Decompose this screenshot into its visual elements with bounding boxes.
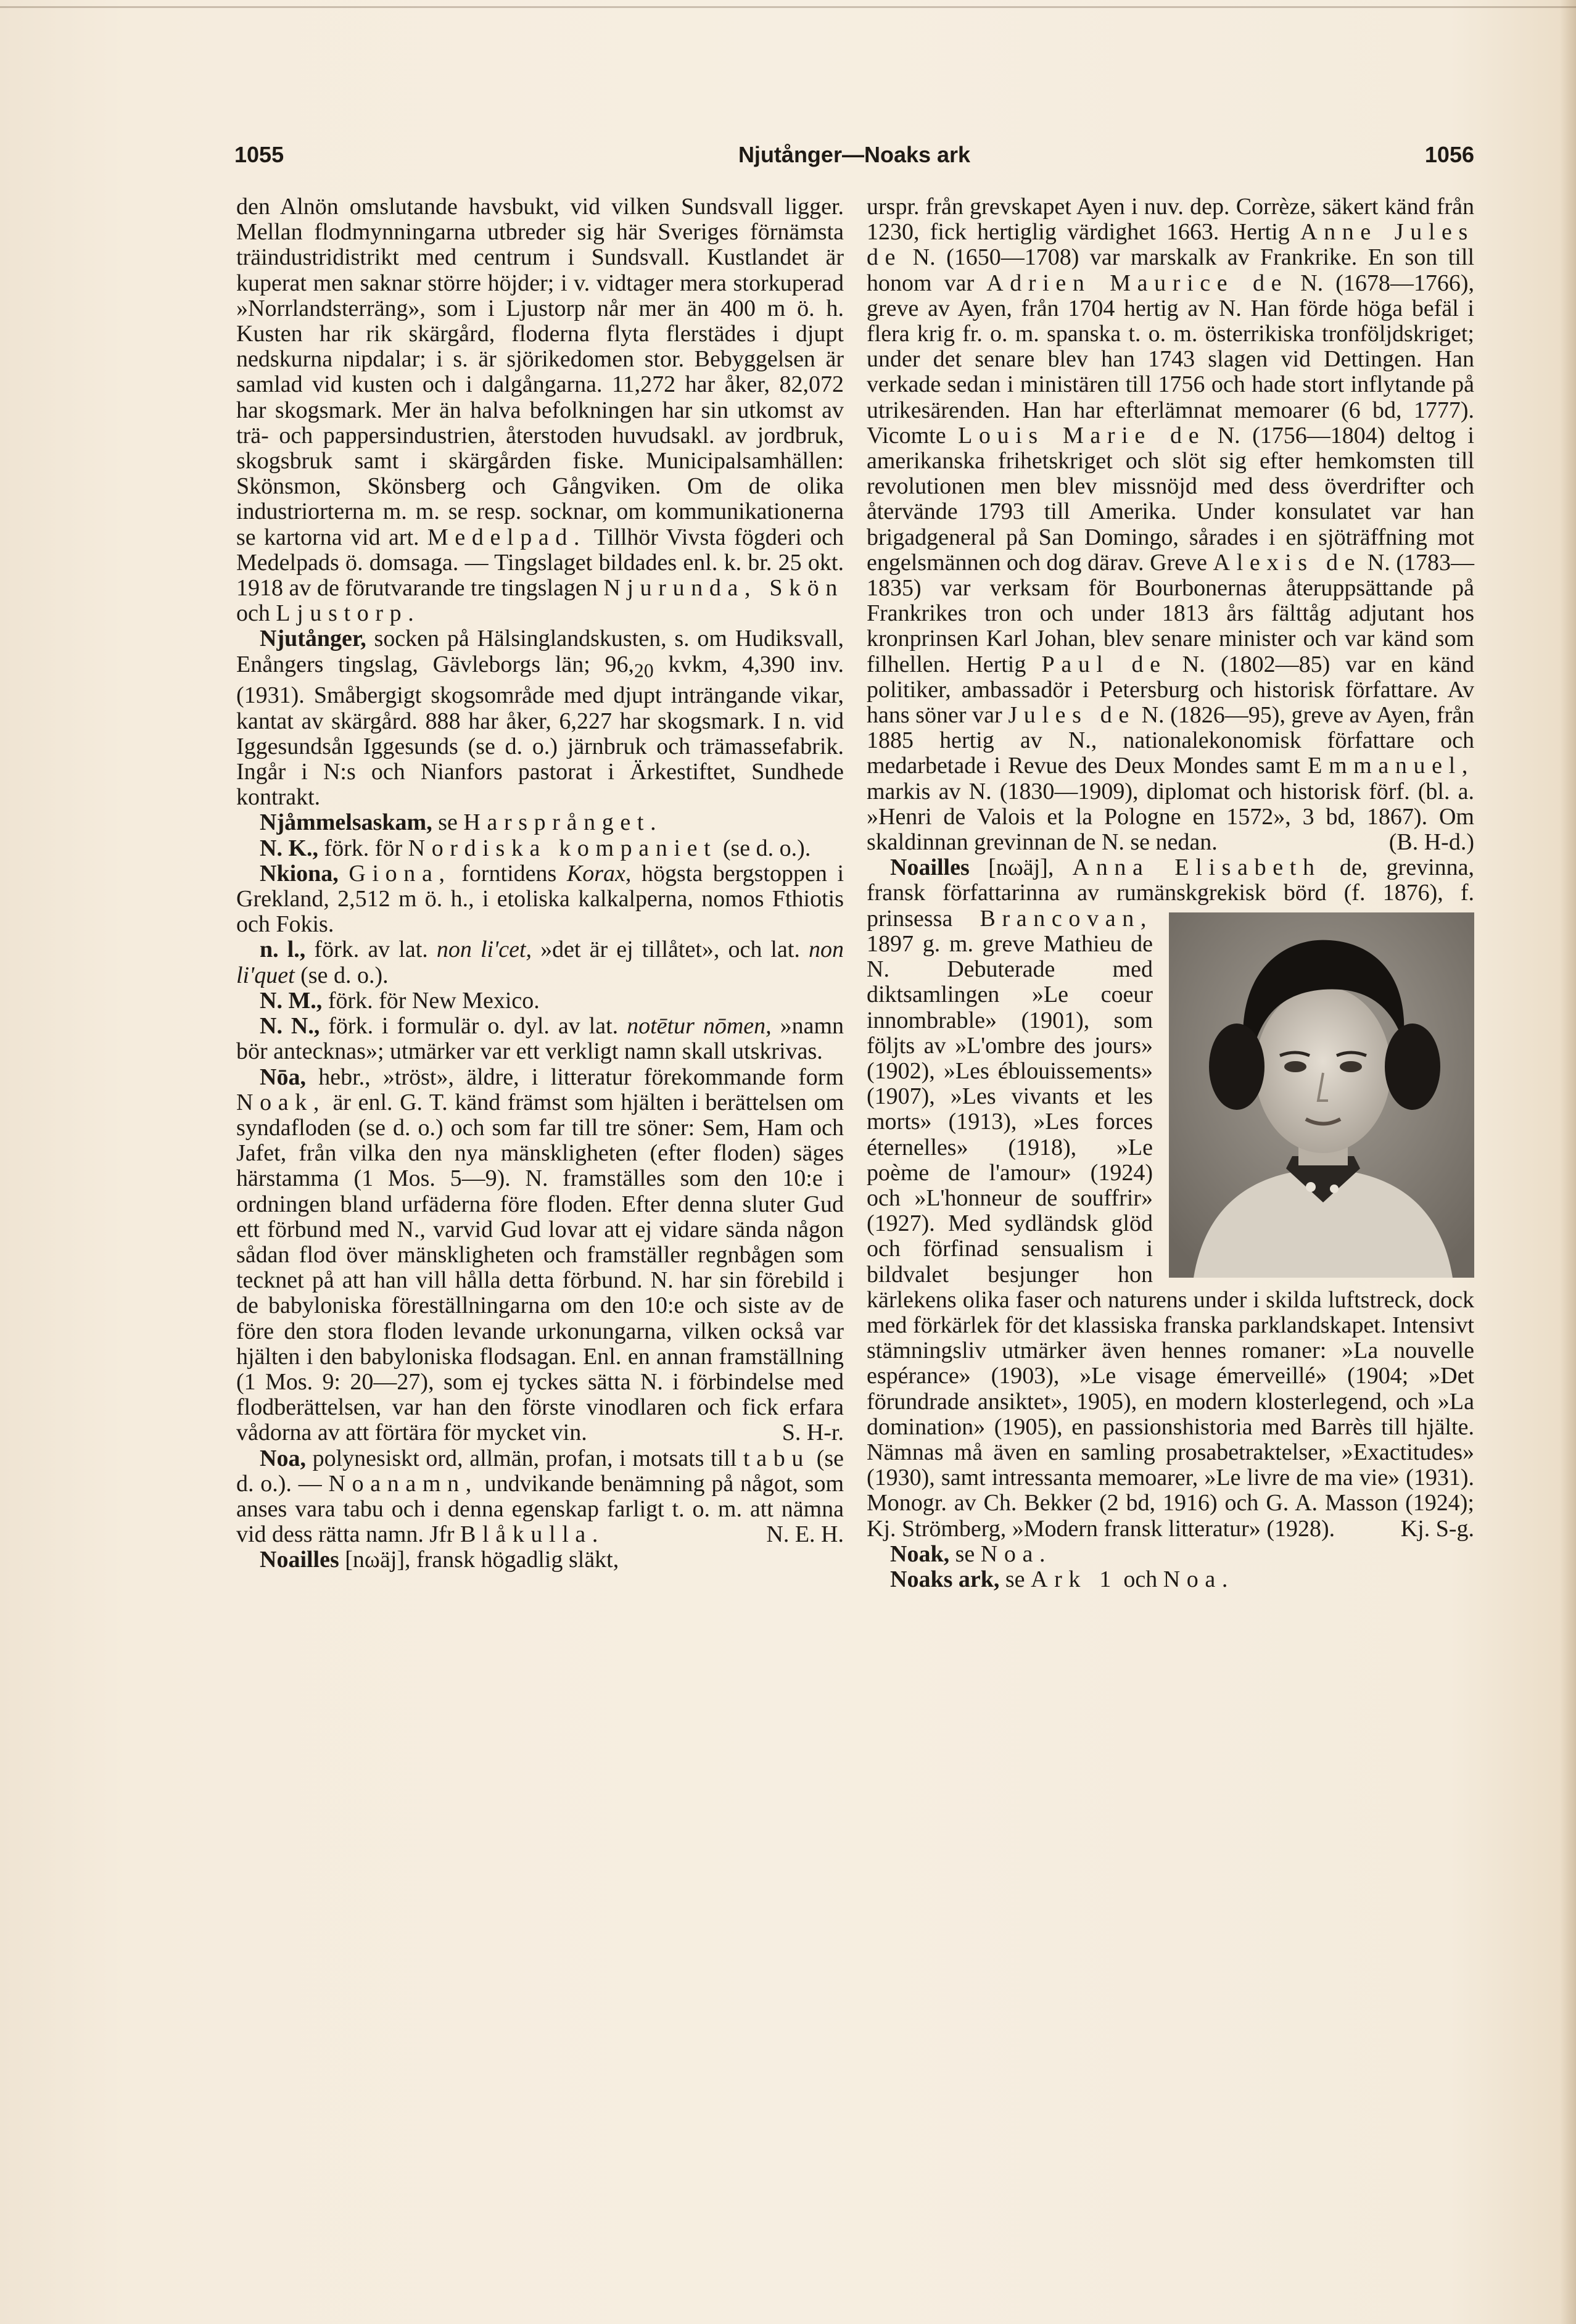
entry-headword: Noaks ark, [890, 1566, 1000, 1592]
left-column [236, 194, 844, 1573]
entry-headword: Njåmmelsaskam, [260, 809, 432, 836]
entry-medelpad-continued: den Alnön omslutande havsbukt, vid vilken Sundsvall ligger. Mellan flodmynningarna utbreder sig här Sveriges förnämsta träindustridistrikt med centrum i Sundsvall. Kustlandet är kuperat men saknar större höjder; i v. vidtager mera storkuperad »Norrlandsterräng», som i Ljustorp når mer än 400 m ö. h. Kusten har rik skärgård, floderna flyta flerstädes i djupt nedskurna nipdalar; i s. är sjörikedomen stor. Bebyggelsen är samlad vid kusten och i dalgångarna. 11,272 har åker, 82,072 har skogsmark. Mer än halva befolkningen har sin utkomst av trä- och pappersindustrien, återstoden huvudsakl. av jordbruk, skogsbruk samt i skärgården fiske. Municipalsamhällen: Skönsmon, Skönsberg och Gångviken. Om de olika industriorterna m. m. se resp. socknar, om kommunikationerna se kartorna vid art. Medelpad. Tillhör Vivsta fögderi och Medelpads ö. domsaga. — Tingslaget bildades enl. k. br. 25 okt. 1918 av de förutvarande tre tingslagen Njurunda, Skön och Ljustorp. [236, 194, 844, 627]
author-signature: (B. H-d.) [1388, 829, 1474, 856]
entry-headword: Nōa, [260, 1064, 306, 1090]
entry-headword: N. K., [260, 835, 318, 861]
entry-noa-polynesian: Noa, polynesiskt ord, allmän, profan, i motsats till tabu (se d. o.). — Noanamn, undvikande benämning på något, som anses vara tabu och i denna egenskap farligt t. o. m. att nämna vid dess rätta namn. Jfr Blåkulla. N. E. H. [236, 1445, 844, 1548]
entry-headword: N. M., [260, 987, 323, 1014]
entry-headword: Noailles [890, 854, 970, 881]
entry-noailles-anna: Noailles [nωäj], Anna Elisabeth de, grevinna, fransk författarinna av rumänskgrekisk börd (f. 1876), f. prinsessa Brancovan, 1897 g. m. greve Mathieu de N. Debuterade med diktsamlingen »Le coeur innombrable» (1901), som följts av »L'ombre des jours» (1902), »Les éblouissements» (1907), »Les vivants et les morts» (1913), »Les forces éternelles» (1918), »Le poème de l'amour» (1924) och »L'honneur de souffrir» (1927). Med sydländsk glöd och förfinad sensualism i bildvalet besjunger hon kärlekens olika faser och naturens under i skilda luftstreck, dock med förkärlek för det klassiska franska parklandskapet. Intensivt stämningsliv utmärker även hennes romaner: »La nouvelle espérance» (1903), »Le visage émerveillé» (1904; »Det förundrade ansiktet», 1905), en modern klosterlegend, och »La domination» (1905), en passionshistoria med Barrès till hjälte. Nämnas må även en samling prosabetraktelser, »Exactitudes» (1930), samt intressanta memoarer, »Le livre de ma vie» (1931). Monogr. av Ch. Bekker (2 bd, 1916) och G. A. Masson (1924); Kj. Strömberg, »Modern fransk litteratur» (1928). Kj. S-g. [867, 854, 1474, 1542]
right-column [867, 194, 1474, 1592]
running-title: Njutånger—Noaks ark [738, 142, 971, 167]
entry-njammelsaskam: Njåmmelsaskam, se Harsprånget. [260, 809, 663, 836]
entry-nk: N. K., förk. för Nordiska kompaniet (se d. o.). [260, 835, 811, 861]
entry-nl: n. l., förk. av lat. non li'cet, »det är ej tillåtet», och lat. non li'quet (se d. o.). [236, 937, 844, 988]
entry-nn: N. N., förk. i formulär o. dyl. av lat. notētur nōmen, »namn bör antecknas»; utmärker var ett verkligt namn skall utskrivas. [236, 1013, 844, 1065]
author-signature: S. H-r. [782, 1420, 844, 1446]
page-number-right: 1056 [1424, 142, 1474, 167]
entry-noailles-family: Noailles [nωäj], fransk högadlig släkt, [260, 1547, 619, 1573]
entry-headword: N. N., [260, 1013, 320, 1040]
entry-njutanger: Njutånger, socken på Hälsinglandskusten, s. om Hudiksvall, Enångers tingslag, Gävleborgs län; $96,_{20}$ kvkm, 4,390 inv. (1931). Småbergigt skogsområde med djupt inträngande vikar, kantat av skärgård. 888 har åker, 6,227 har skogsmark. I n. vid Iggesundsån Iggesunds (se d. o.) järnbruk och trämassefabrik. Ingår i N:s och Nianfors pastorat i Ärkestiftet, Sundhede kontrakt. [236, 626, 844, 811]
page-number-left: 1055 [234, 142, 284, 167]
entry-noa-hebr: Nōa, hebr., »tröst», äldre, i litteratur förekommande form Noak, är enl. G. T. känd främst som hjälten i berättelsen om syndafloden (se d. o.) och som far till tre söner: Sem, Ham och Jafet, från vilka den nya mänskligheten (efter floden) säges härstamma (1 Mos. 5—9). N. framställes som den 10:e i ordningen bland urfäderna före floden. Efter denna sluter Gud ett förbund med N., varvid Gud lovar att ej vidare sända någon sådan flod över mänskligheten och framställer regnbågen som tecknet på att han vill hålla detta förbund. N. har sin förebild i de babyloniska föreställningarna om den 10:e och siste av de före den stora floden levande urkonungarna, vilken också var hjälten i den babyloniska flodsagan. Enl. en annan framställning (1 Mos. 9: 20—27), som ej tyckes sätta N. i förbindelse med flodberättelsen, var han den förste vinodlaren och fick erfara vådorna av att förtära för mycket vin. S. H-r. [236, 1064, 844, 1446]
running-header [234, 136, 1474, 173]
author-signature: Kj. S-g. [1400, 1515, 1474, 1542]
portrait-image [1169, 912, 1474, 1278]
entry-noak: Noak, se Noa. [890, 1540, 1052, 1567]
portrait-photo-icon [1169, 912, 1474, 1278]
entry-nm: N. M., förk. för New Mexico. [260, 987, 540, 1014]
author-signature: N. E. H. [766, 1521, 844, 1548]
entry-headword: Nkiona, [260, 860, 339, 887]
entry-headword: n. l., [260, 937, 306, 963]
entry-headword: Noailles [260, 1547, 339, 1573]
entry-noailles-family-continued: urspr. från grevskapet Ayen i nuv. dep. Corrèze, säkert känd från 1230, fick hertiglig värdighet 1663. Hertig Anne Jules de N. (1650—1708) var marskalk av Frankrike. En son till honom var Adrien Maurice de N. (1678—1766), greve av Ayen, från 1704 hertig av N. Han förde höga befäl i flera krig fr. o. m. spanska t. o. m. österrikiska tronföljdskriget; under det senare blev han 1743 slagen vid Dettingen. Han verkade sedan i ministären till 1756 och hade stort inflytande på utrikesärenden. Han har efterlämnat memoarer (6 bd, 1777). Vicomte Louis Marie de N. (1756—1804) deltog i amerikanska frihetskriget och slöt sig efter hemkomsten till revolutionen men blev missnöjd med dess överdrifter och återvände 1793 till Amerika. Under konsulatet var han brigadgeneral på San Domingo, sårades i en sjöträffning mot engelsmännen och dog därav. Greve Alexis de N. (1783—1835) var verksam för Bourbonernas återuppsättande på Frankrikes tron och under 1813 års fälttåg adjutant hos kronprinsen Karl Johan, blev senare minister och var känd som filhellen. Hertig Paul de N. (1802—85) var en känd politiker, ambassadör i Petersburg och historisk författare. Av hans söner var Jules de N. (1826—95), greve av Ayen, från 1885 hertig av N., nationalekonomisk författare och medarbetade i Revue des Deux Mondes samt Emmanuel, markis av N. (1830—1909), diplomat och historisk förf. (bl. a. »Henri de Valois et la Pologne en 1572», 3 bd, 1867). Om skaldinnan grevinnan de N. se nedan. (B. H-d.) [867, 194, 1475, 856]
entry-nkiona: Nkiona, Giona, forntidens Korax, högsta bergstoppen i Grekland, 2,512 m ö. h., i etoliska kalkalperna, nomos Fthiotis och Fokis. [236, 860, 844, 938]
page-spine-shadow [1560, 0, 1576, 2324]
entry-headword: Noa, [260, 1445, 306, 1471]
entry-noaks-ark: Noaks ark, se Ark 1 och Noa. [890, 1566, 1235, 1592]
page-top-edge [0, 6, 1576, 8]
entry-headword: Njutånger, [260, 626, 366, 652]
entry-headword: Noak, [890, 1540, 950, 1567]
